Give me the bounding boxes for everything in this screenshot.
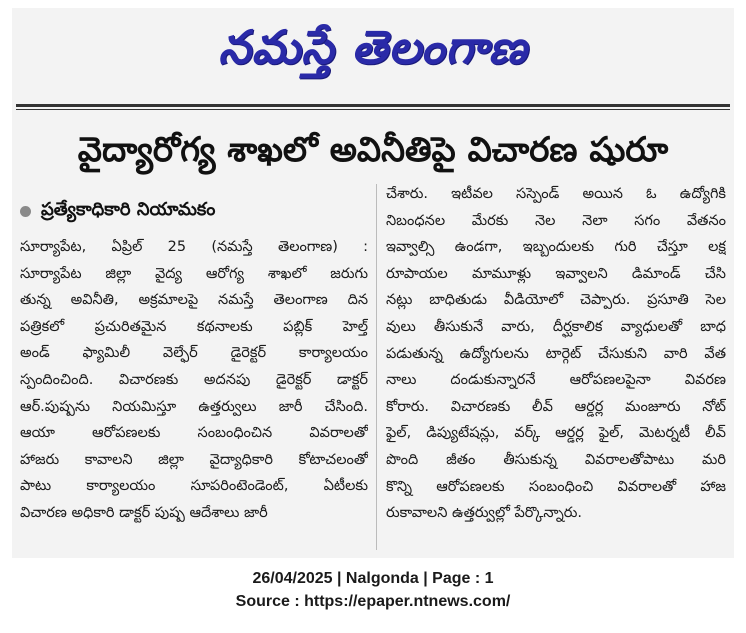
article-line: పడుతున్న ఉద్యోగులను టార్గెట్ చేసుకుని వారి వేత [386, 345, 726, 362]
article-line: స్పందించింది. విచారణకు అదనపు డైరెక్టర్ డాక్టర్ [20, 371, 368, 388]
masthead-rule [16, 104, 730, 107]
article-line: కొన్ని ఆరోపణలకు సంబంధించి వివరాలతో హాజ [386, 478, 726, 495]
footer-date-line: 26/04/2025 | Nalgonda | Page : 1 [252, 570, 494, 587]
article-line: ఇవ్వాల్సి ఉండగా, ఇబ్బందులకు గురి చేస్తూ లక్ష [386, 239, 726, 256]
article-line: కోరారు. విచారణకు లీవ్ ఆర్డర్ల మంజూరు నోట్ [386, 398, 726, 415]
newspaper-clipping [12, 8, 734, 558]
article-line: విచారణ అధికారి డాక్టర్ పుష్ప ఆదేశాలు జారీ [20, 504, 268, 521]
article-line: చేశారు. ఇటీవల సస్పెండ్ అయిన ఓ ఉద్యోగికి [386, 186, 726, 202]
article-line: పాటు కార్యాలయం సూపరింటెండెంట్, ఏటీలకు [20, 478, 368, 495]
article-line: రుకావాలని ఉత్తర్వుల్లో పేర్కొన్నారు. [386, 505, 583, 522]
article-line: ఆయా ఆరోపణలకు సంబంధించిన వివరాలతో [20, 425, 368, 442]
article-line: పొంది జీతం తీసుకున్న వివరాలతోపాటు మరి [386, 451, 726, 468]
footer-source-line: Source : https://epaper.ntnews.com/ [235, 593, 511, 610]
article-line: నిబంధనల మేరకు నెల నెలా సగం వేతనం [386, 212, 726, 229]
article-line: ఆర్.పుష్పను నియమిస్తూ ఉత్తర్వులు జారీ చేసింది. [20, 398, 368, 415]
article-headline: వైద్యారోగ్య శాఖలో అవినీతిపై విచారణ షురూ [77, 130, 669, 170]
article-column-left [20, 234, 368, 527]
masthead-title: నమస్తే తెలంగాణ [218, 20, 528, 74]
bullet-icon [20, 206, 31, 217]
masthead [12, 8, 734, 98]
article-line: హాజరు కావాలని జిల్లా వైద్యాధికారి కోటాచలంతో [20, 451, 368, 468]
article-line: సూర్యాపేట, ఏప్రిల్ 25 (నమస్తే తెలంగాణ) : [20, 239, 368, 255]
masthead-rule-thin [16, 109, 730, 110]
article-line: ఫైల్, డిప్యుటేషన్లు, వర్క్ ఆర్డర్ల ఫైల్, మెటర్నటీ లీవ్ [386, 425, 726, 442]
article-line: సూర్యాపేట జిల్లా వైద్య ఆరోగ్య శాఖలో జరుగు [20, 265, 368, 282]
article-subhead [20, 194, 380, 228]
article-line: రూపాయల మామూళ్లు ఇవ్వాలని డిమాండ్ చేసి [386, 265, 726, 282]
article-line: వులు తీసుకునే వారు, దీర్ఘకాలిక వ్యాధులతో బాధ [386, 318, 726, 335]
article-column-right [386, 181, 726, 527]
article-line: అండ్ ఫ్యామిలీ వెల్ఫేర్ డైరెక్టర్ కార్యాలయం [20, 345, 368, 362]
article-line: తున్న అవినీతి, అక్రమాలపై నమస్తే తెలంగాణ దిన [20, 292, 368, 309]
article-line: నట్లు బాధితుడు వీడియోలో చెప్పారు. ప్రసూతి సెల [386, 292, 726, 309]
subhead-text: ప్రత్యేకాధికారి నియామకం [41, 198, 216, 220]
article-line: పత్రికలో ప్రచురితమైన కథనాలకు పబ్లిక్ హెల్త్ [20, 318, 368, 335]
article-line: నాలు దండుకున్నారనే ఆరోపణలపైనా వివరణ [386, 372, 726, 389]
column-divider [376, 184, 377, 550]
